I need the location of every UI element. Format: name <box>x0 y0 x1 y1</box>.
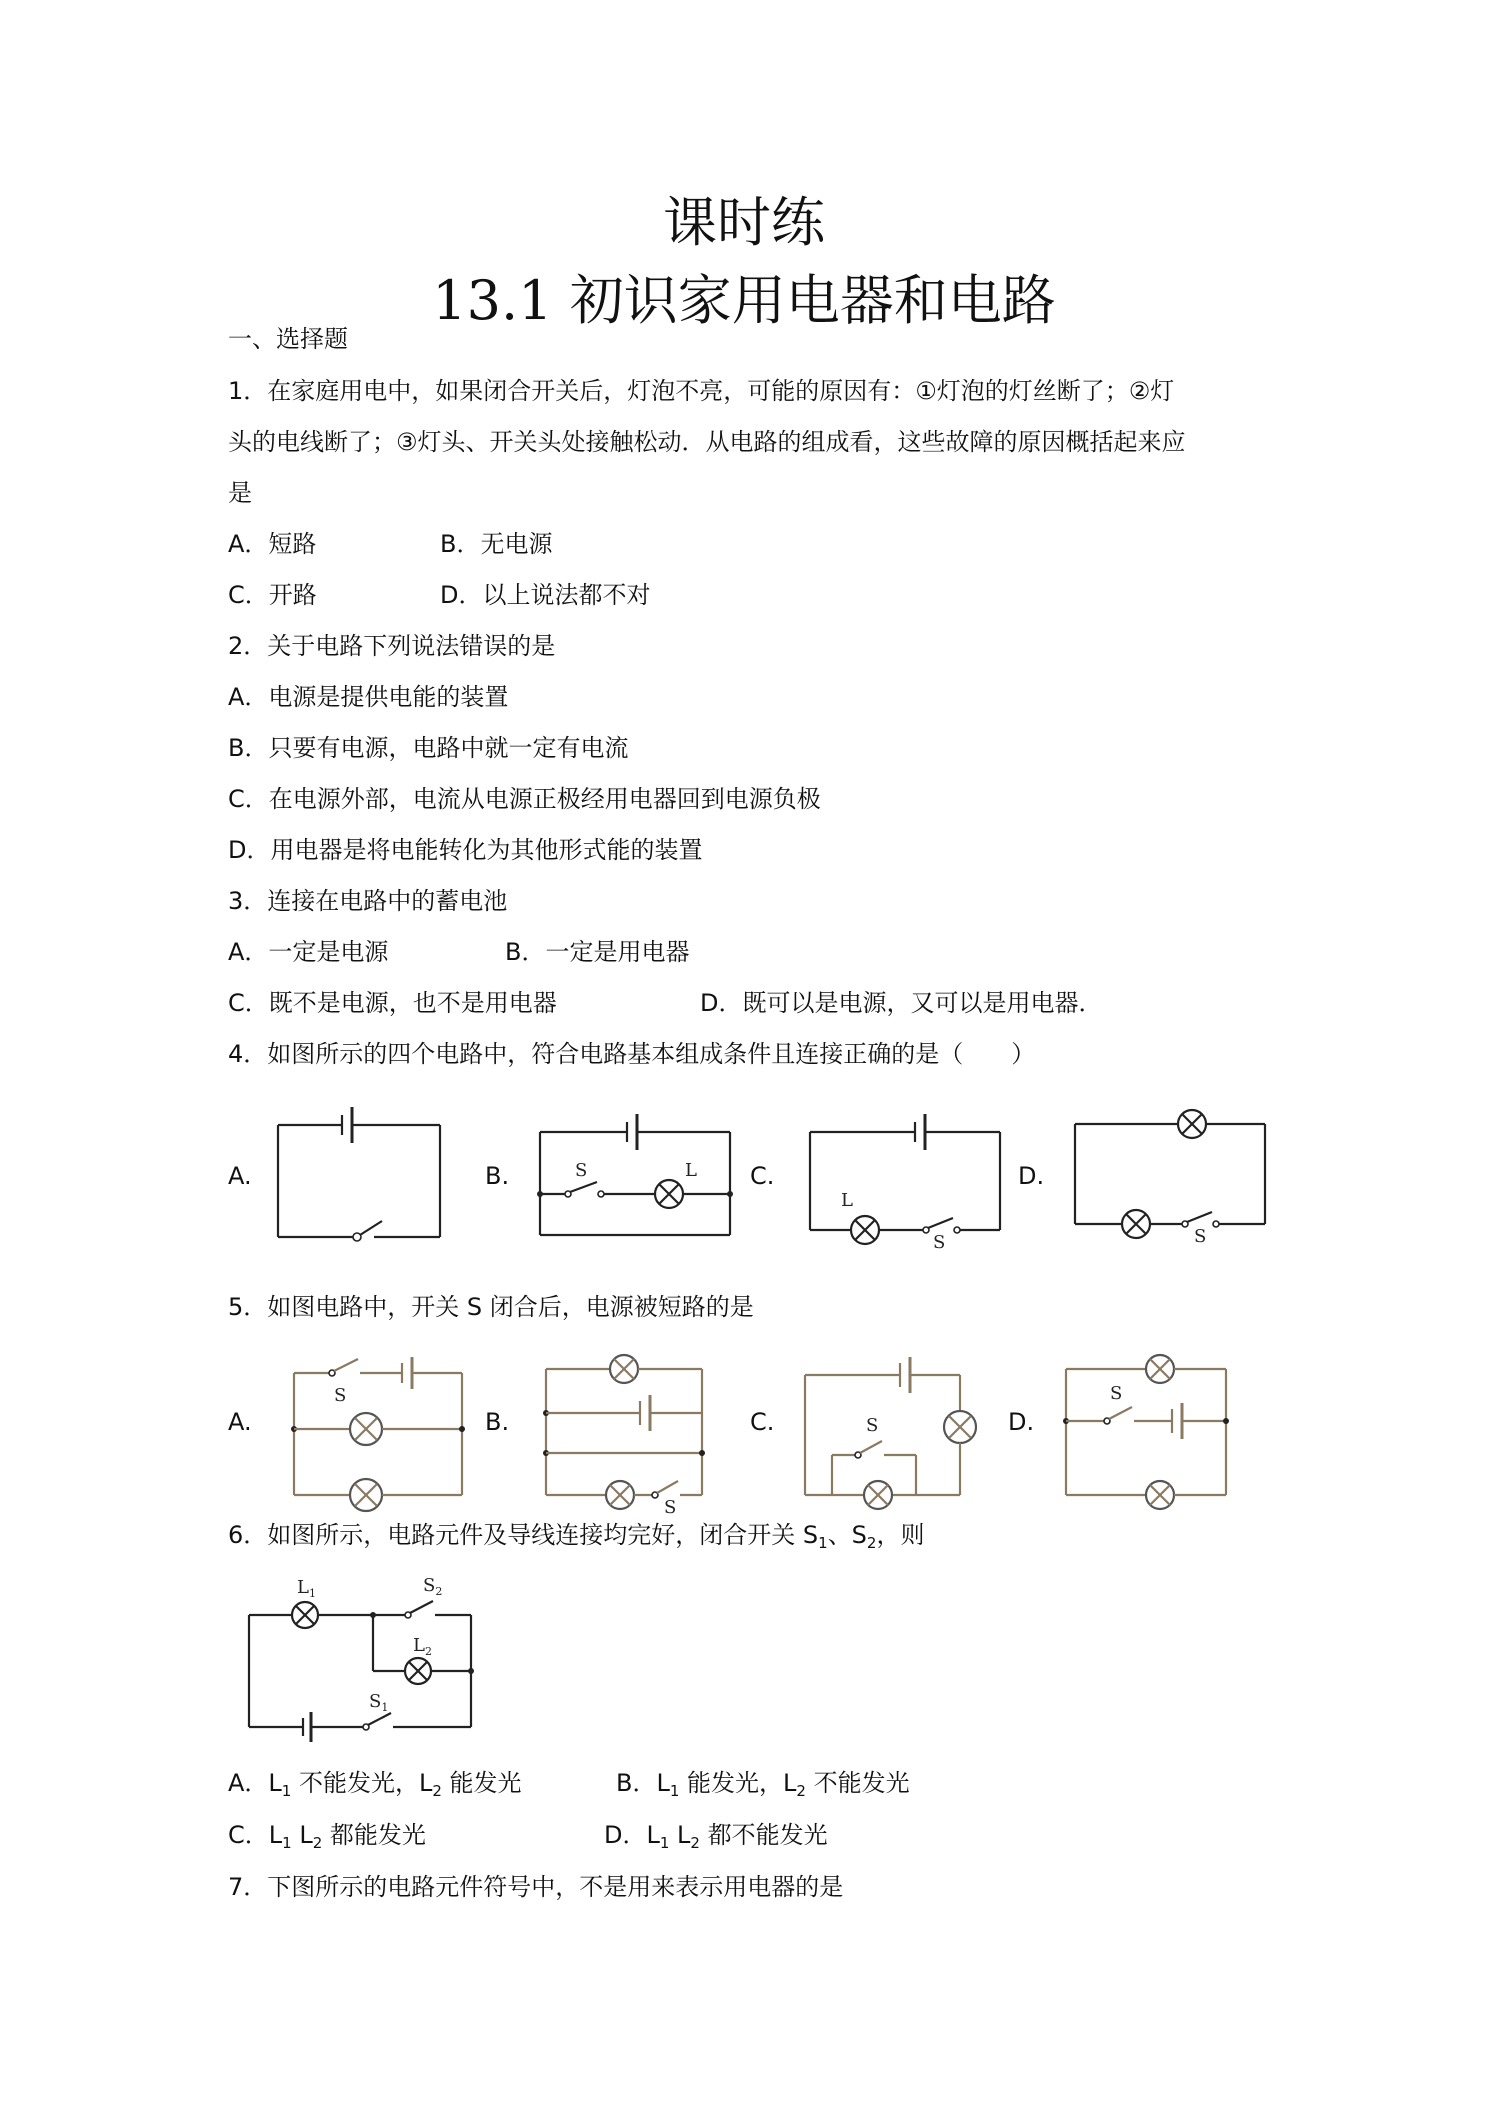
q4-label-b: B. <box>485 1162 510 1190</box>
page-title: 课时练 <box>663 191 825 254</box>
q5-d-switch-label: S <box>1110 1383 1123 1404</box>
q5-stem: 5．如图电路中，开关 S 闭合后，电源被短路的是 <box>228 1293 754 1321</box>
q4-c-switch-label: S <box>933 1232 946 1253</box>
q3-stem: 3．连接在电路中的蓄电池 <box>228 887 508 915</box>
q1-option-c: C．开路 <box>228 581 317 609</box>
q2-option-a: A．电源是提供电能的装置 <box>228 683 509 711</box>
q5-label-c: C. <box>750 1408 775 1436</box>
q6-fig-s2: $S_2$ <box>423 1575 443 1598</box>
q6-option-d: D．$L_1$ $L_2$ 都不能发光 <box>604 1821 828 1852</box>
q2-option-d: D．用电器是将电能转化为其他形式能的装置 <box>228 836 703 864</box>
q1-stem-line1: 1．在家庭用电中，如果闭合开关后，灯泡不亮，可能的原因有：①灯泡的灯丝断了；②灯 <box>228 377 1175 405</box>
q6-circuit <box>245 1575 485 1735</box>
q5-label-b: B. <box>485 1408 510 1436</box>
q4-c-lamp-label: L <box>841 1190 853 1211</box>
q6-fig-s1: $S_1$ <box>369 1691 389 1714</box>
q1-stem-line2: 头的电线断了；③灯头、开关头处接触松动．从电路的组成看，这些故障的原因概括起来应 <box>228 428 1186 456</box>
q6-option-a: A．$L_1$ 不能发光，$L_2$ 能发光 <box>228 1769 522 1800</box>
q4-stem: 4．如图所示的四个电路中，符合电路基本组成条件且连接正确的是（ ） <box>228 1040 1036 1068</box>
q6-option-c: C．$L_1$ $L_2$ 都能发光 <box>228 1821 426 1852</box>
q5-label-a: A. <box>228 1408 252 1436</box>
q5-a-switch-label: S <box>334 1385 347 1406</box>
q4-b-switch-label: S <box>575 1160 588 1181</box>
q3-option-d: D．既可以是电源，又可以是用电器． <box>700 989 1103 1017</box>
q4-circuit-b <box>535 1110 735 1240</box>
q3-option-a: A．一定是电源 <box>228 938 389 966</box>
q1-stem-line3: 是 <box>228 479 252 507</box>
q4-d-switch-label: S <box>1194 1226 1207 1247</box>
q6-fig-l2: $L_2$ <box>413 1635 432 1658</box>
q4-circuit-a <box>270 1105 450 1245</box>
section-heading: 一、选择题 <box>228 325 348 353</box>
q1-option-b: B．无电源 <box>440 530 553 558</box>
q5-b-switch-label: S <box>664 1497 677 1518</box>
q5-circuit-b <box>540 1355 710 1518</box>
q3-option-c: C．既不是电源，也不是用电器 <box>228 989 557 1017</box>
q4-label-d: D. <box>1018 1162 1045 1190</box>
q4-circuit-d <box>1070 1110 1270 1247</box>
q1-option-d: D．以上说法都不对 <box>440 581 651 609</box>
q5-circuit-c <box>800 1355 990 1505</box>
q2-option-c: C．在电源外部，电流从电源正极经用电器回到电源负极 <box>228 785 821 813</box>
q2-option-b: B．只要有电源，电路中就一定有电流 <box>228 734 629 762</box>
q4-b-lamp-label: L <box>685 1160 697 1181</box>
q6-option-b: B．$L_1$ 能发光，$L_2$ 不能发光 <box>616 1769 910 1800</box>
q4-label-c: C. <box>750 1162 775 1190</box>
q3-option-b: B．一定是用电器 <box>505 938 690 966</box>
q5-c-switch-label: S <box>866 1415 879 1436</box>
q4-circuit-c <box>805 1110 1005 1253</box>
q6-fig-l1: $L_1$ <box>297 1577 316 1600</box>
q5-circuit-a <box>290 1355 470 1505</box>
q5-label-d: D. <box>1008 1408 1035 1436</box>
q5-circuit-d <box>1062 1355 1232 1505</box>
q4-label-a: A. <box>228 1162 252 1190</box>
page-subtitle: 13.1 初识家用电器和电路 <box>432 269 1056 332</box>
q7-stem: 7．下图所示的电路元件符号中，不是用来表示用电器的是 <box>228 1873 844 1901</box>
q6-stem: 6．如图所示，电路元件及导线连接均完好，闭合开关 $S_1$、$S_2$，则 <box>228 1521 925 1552</box>
q1-option-a: A．短路 <box>228 530 317 558</box>
q2-stem: 2．关于电路下列说法错误的是 <box>228 632 556 660</box>
